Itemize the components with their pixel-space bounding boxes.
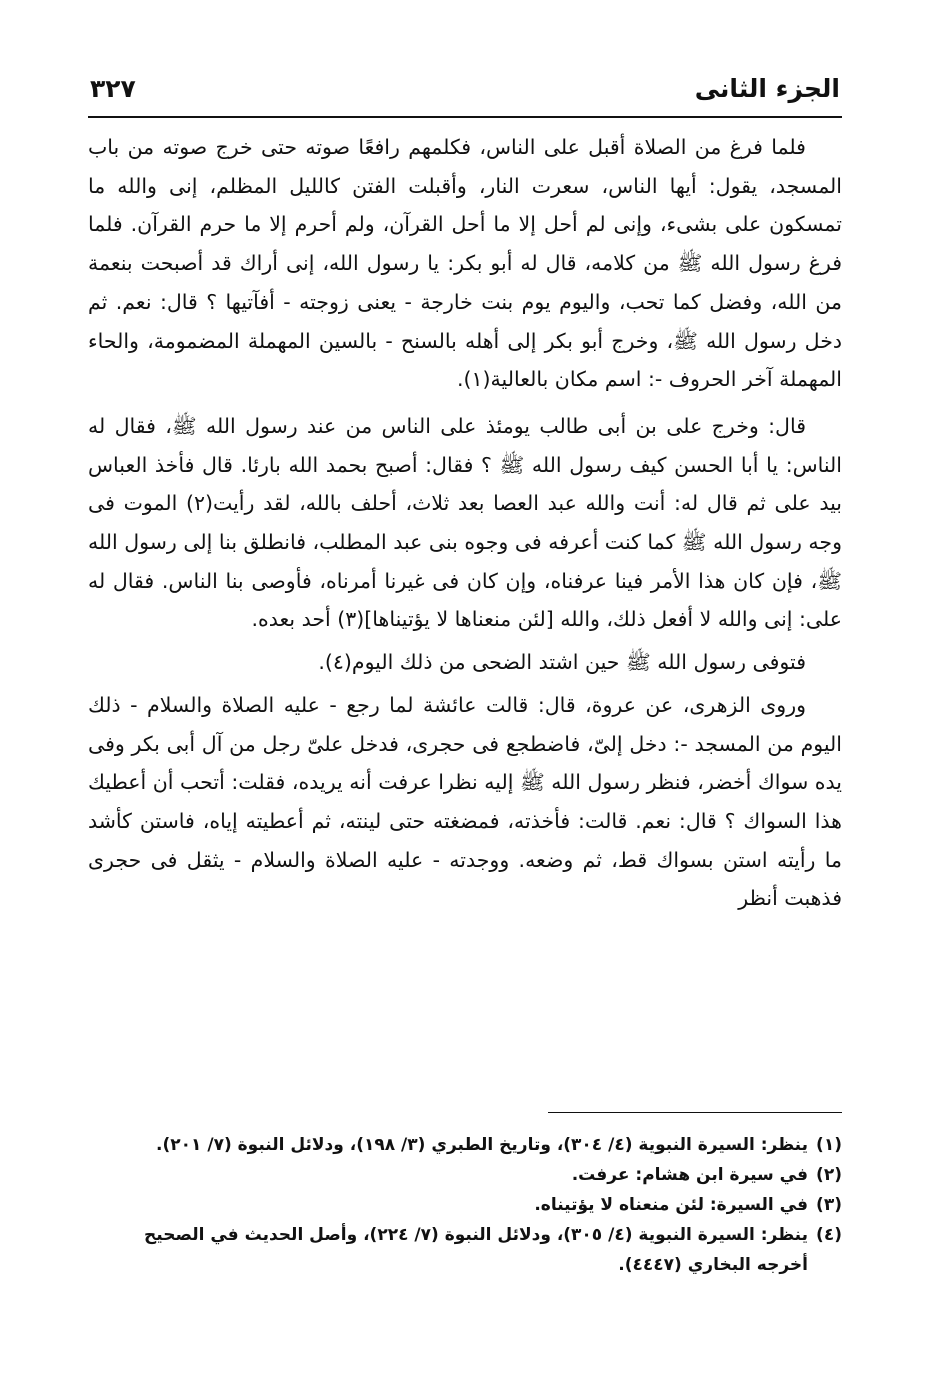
footnote-ref-1: (١) (463, 367, 491, 392)
footnote-2 (100, 1160, 842, 1190)
paragraph-3-end: . (318, 650, 325, 675)
footnote-ref-4: (٤) (324, 650, 352, 675)
footnote-number: (٤) (816, 1225, 842, 1245)
paragraph-2 (88, 407, 842, 639)
footnote-4 (100, 1220, 842, 1280)
paragraph-3-text: فتوفى رسول الله ﷺ حين اشتد الضحى من ذلك اليوم (351, 650, 806, 675)
footnote-number: (٢) (816, 1165, 842, 1185)
footnote-number: (٣) (816, 1195, 842, 1215)
footnote-3 (100, 1190, 842, 1220)
footnote-ref-3: (٣) (337, 607, 365, 632)
paragraph-4 (88, 686, 842, 918)
paragraph-2-text-c: أحد بعده. (251, 607, 338, 632)
paragraph-3 (88, 643, 842, 682)
paragraph-1 (88, 128, 842, 399)
paragraph-1-end: . (456, 367, 464, 392)
paragraph-4-text: وروى الزهرى، عن عروة، قال: قالت عائشة لما رجع - عليه الصلاة والسلام - ذلك اليوم من المسجد -: دخل إلىّ، فاضطجع فى حجرى، فدخل علىّ رجل من آل أبى بكر وفى يده سواك أخضر، فنظر رسول الله ﷺ إليه نظرا عرفت أنه يريده، فقلت: أتحب أن أعطيك هذا السواك ؟ قال: نعم. قالت: فأخذته، فمضغته حتى لينته، ثم أعطيته إياه، فاستن كأشد ما رأيته استن بسواك قط، ثم وضعه. ووجدته - عليه الصلاة والسلام - يثقل فى حجرى فذهبت أنظر (88, 692, 842, 911)
footnote-1 (100, 1130, 842, 1160)
paragraph-2-text-a: قال: وخرج على بن أبى طالب يومئذ على الناس من عند رسول الله ﷺ، فقال له الناس: يا أبا الحسن كيف رسول الله ﷺ ؟ فقال: أصبح بحمد الله بارئا. قال فأخذ العباس بيد على ثم قال له: أنت والله عبد العصا بعد ثلاث، أحلف بالله، لقد رأيت (88, 413, 842, 516)
footnote-text: ينظر: السيرة النبوية (٤/ ٣٠٥)، ودلائل النبوة (٧/ ٢٢٤)، وأصل الحديث في الصحيح أخرجه البخاري (٤٤٤٧). (144, 1225, 808, 1275)
part-title: الجزء الثانى (694, 74, 840, 103)
footnote-divider (548, 1112, 842, 1113)
running-header (88, 66, 842, 118)
page-number: ٣٢٧ (90, 74, 136, 103)
paragraph-1-text: فلما فرغ من الصلاة أقبل على الناس، فكلمهم رافعًا صوته حتى خرج صوته من باب المسجد، يقول: أيها الناس، سعرت النار، وأقبلت الفتن كالليل المظلم، إنى والله ما تمسكون على بشىء، وإنى لم أحل إلا ما أحل القرآن، ولم أحرم إلا ما حرم القرآن. فلما فرغ رسول الله ﷺ من كلامه، قال له أبو بكر: يا رسول الله، إنى أراك قد أصبحت بنعمة من الله، وفضل كما تحب، واليوم يوم بنت خارجة - يعنى زوجته - أفآتيها ؟ قال: نعم. ثم دخل رسول الله ﷺ، وخرج أبو بكر إلى أهله بالسنح - بالسين المهملة المضمومة، والحاء المهملة آخر الحروف -: اسم مكان بالعالية (88, 135, 842, 392)
footnote-text: ينظر: السيرة النبوية (٤/ ٣٠٤)، وتاريخ الطبري (٣/ ١٩٨)، ودلائل النبوة (٧/ ٢٠١). (156, 1135, 808, 1155)
paragraph-2-text-b: الموت فى وجه رسول الله ﷺ كما كنت أعرفه فى وجوه بنى عبد المطلب، فانطلق بنا إلى رسول الله ﷺ، فإن كان هذا الأمر فينا عرفناه، وإن كان فى غيرنا أمرناه، فأوصى بنا الناس. فقال له على: إنى والله لا أفعل ذلك، والله [لئن منعناها لا يؤتيناها] (88, 491, 842, 632)
footnote-text: في سيرة ابن هشام: عرفت. (571, 1165, 808, 1185)
footnote-text: في السيرة: لئن منعناه لا يؤتيناه. (534, 1195, 808, 1215)
footnote-ref-2: (٢) (185, 491, 213, 516)
main-text (88, 128, 842, 918)
footnotes (100, 1130, 842, 1280)
footnote-number: (١) (816, 1135, 842, 1155)
